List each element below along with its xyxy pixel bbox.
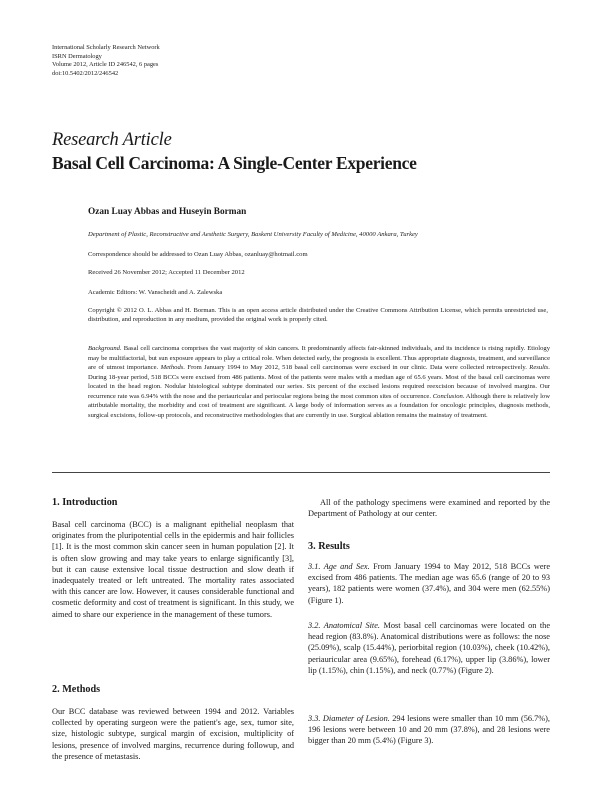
abstract-methods: From January 1994 to May 2012, 518 basal cell carcinomas were excised in our clinic. Data were collected retrospectively. bbox=[184, 364, 530, 371]
authors: Ozan Luay Abbas and Huseyin Borman bbox=[88, 207, 247, 217]
divider bbox=[52, 472, 550, 473]
results-anatomical-site bbox=[308, 620, 550, 676]
results-age-sex bbox=[308, 561, 550, 606]
page-title: Basal Cell Carcinoma: A Single-Center Experience bbox=[52, 153, 417, 173]
subsection-text: 294 lesions were smaller than 10 mm (56.7%), 196 lesions were between 10 and 20 mm (37.8%), and 28 lesions were bigger than 20 mm (5.4%) (Figure 3). bbox=[308, 714, 550, 746]
subsection-label: 3.2. Anatomical Site. bbox=[308, 621, 380, 630]
pathology-text: All of the pathology specimens were examined and reported by the Department of Pathology at our center. bbox=[308, 498, 550, 519]
received-dates: Received 26 November 2012; Accepted 11 December 2012 bbox=[88, 269, 245, 276]
subsection-label: 3.3. Diameter of Lesion. bbox=[308, 714, 390, 723]
abstract-conclusion: Although there is relatively low attributable mortality, the morbidity and cost of treatment are significant. A large body of information serves as a foundation for oncologic principles, diagnosis methods, surgical excisions, follow-up protocols, and reconstructive methodologies that are currently in use. Surgical ablation remains the mainstay of treatment. bbox=[88, 392, 550, 419]
subsection-label: 3.1. Age and Sex. bbox=[308, 562, 370, 571]
abstract-background: Basal cell carcinoma comprises the vast majority of skin cancers. It predominantly affects fair-skinned individuals, and its incidence is rising rapidly. Etiology may be multifactorial, but sun exposure appears to play a critical role. When detected early, the prognosis is excellent. Thus appropriate diagnosis, treatment, and surveillance are of utmost importance. bbox=[88, 345, 550, 371]
copyright: Copyright © 2012 O. L. Abbas and H. Borman. This is an open access article distributed under the Creative Commons Attribution License, which permits unrestricted use, distribution, and reproduction in any medium, provided the original work is properly cited. bbox=[88, 307, 548, 323]
methods-heading: 2. Methods bbox=[52, 684, 101, 695]
intro-text: Basal cell carcinoma (BCC) is a malignant epithelial neoplasm that originates from the pluripotential cells in the epidermis and hair follicles [1]. It is the most common skin cancer seen in human population [2]. It is often slow growing and may take years to enlarge significantly [3], but it can cause extensive local tissue destruction and slow death if inadequately treated or left untreated. The mortality rates associated with this cancer are low. However, it causes considerable functional and cosmetic deformity and cost of treatment is significant. In this study, we aimed to share our experience in the management of these tumors. bbox=[52, 520, 294, 619]
results-heading: 3. Results bbox=[308, 541, 350, 552]
abstract-background-label: Background. bbox=[88, 345, 122, 352]
academic-editors: Academic Editors: W. Vanscheidt and A. Zalewska bbox=[88, 289, 223, 296]
abstract bbox=[88, 344, 550, 420]
methods-text: Our BCC database was reviewed between 1994 and 2012. Variables collected by operating surgeon were the patient's age, sex, tumor site, size, histologic subtype, surgical margin of excision, multiplicity of lesions, presence of involved margins, recurrence during followup, and the presence of metastasis. bbox=[52, 707, 294, 761]
affiliation: Department of Plastic, Reconstructive and Aesthetic Surgery, Baskent University Faculty of Medicine, 40000 Ankara, Turkey bbox=[88, 231, 418, 238]
journal-name: ISRN Dermatology bbox=[52, 52, 102, 60]
volume-info: Volume 2012, Article ID 246542, 6 pages bbox=[52, 61, 159, 69]
abstract-methods-label: Methods. bbox=[160, 364, 185, 371]
abstract-results: During 18-year period, 518 BCCs were excised from 486 patients. Most of the patients were males with a median age of 65.6 years. Most of the basal cell carcinomas were located in the head region. Nodular histological subtype dominated our series. Six percent of the excised lesions required reexcision because of involved margins. Our recurrence rate was 6.94% with the nose and the periauricular and periocular regions being the most common sites of occurrence. bbox=[88, 373, 550, 400]
doi: doi:10.5402/2012/246542 bbox=[52, 69, 119, 77]
subsection-text: Most basal cell carcinomas were located on the head region (83.8%). Anatomical distributions were as follows: the nose (25.09%), scalp (15.44%), periorbital region (10.03%), cheek (10.42%), periauricular area (9.65%), forehead (6.17%), upper lip (3.86%), lower lip (1.15%), chin (1.15%), and neck (0.77%) (Figure 2). bbox=[308, 621, 550, 675]
publisher: International Scholarly Research Network bbox=[52, 44, 160, 51]
subsection-text: From January 1994 to May 2012, 518 BCCs were excised from 486 patients. The median age was 65.6 (range of 20 to 93 years), 182 patients were women (37.4%), and 304 were men (62.55%) (Figure 1). bbox=[308, 562, 550, 605]
intro-heading: 1. Introduction bbox=[52, 497, 118, 508]
abstract-results-label: Results. bbox=[529, 364, 550, 371]
abstract-conclusion-label: Conclusion. bbox=[432, 392, 465, 400]
correspondence: Correspondence should be addressed to Ozan Luay Abbas, ozanluay@hotmail.com bbox=[88, 251, 308, 258]
article-type: Research Article bbox=[52, 130, 172, 150]
journal-header bbox=[52, 44, 160, 78]
results-diameter bbox=[308, 713, 550, 747]
